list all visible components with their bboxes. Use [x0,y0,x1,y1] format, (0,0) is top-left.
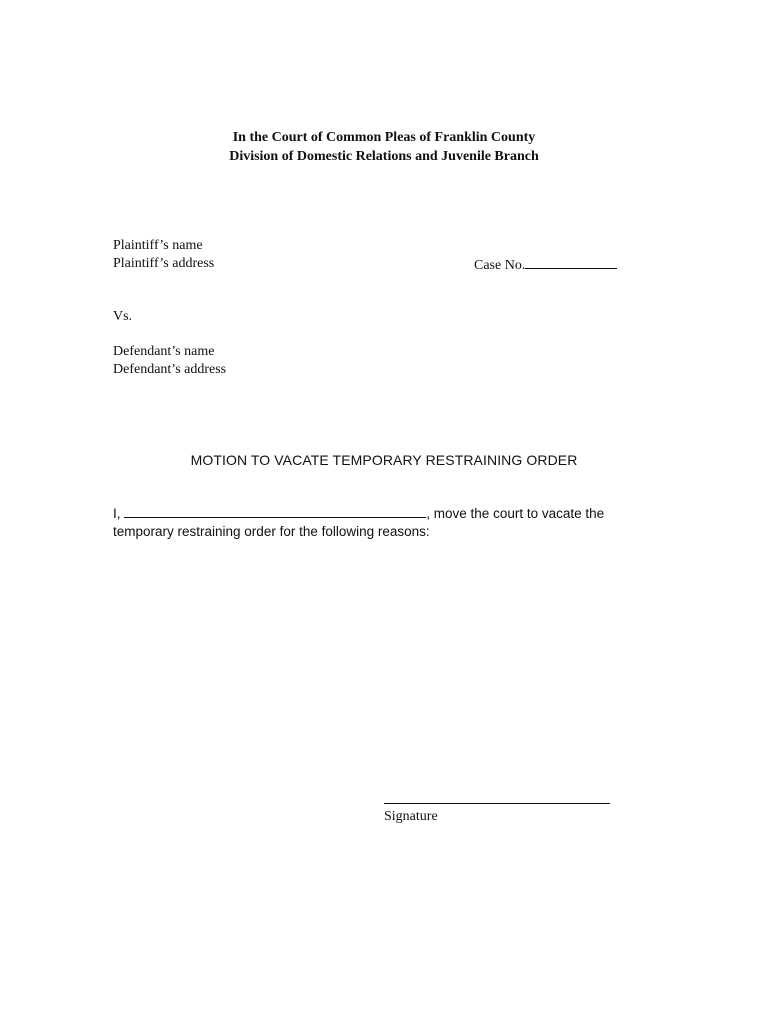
defendant-address: Defendant’s address [113,362,227,377]
case-number-label: Case No. [474,258,526,273]
defendant-name: Defendant’s name [113,344,215,359]
plaintiff-name: Plaintiff’s name [113,238,203,253]
motion-intro-line-1 [113,504,604,523]
case-number-blank[interactable] [525,255,617,269]
motion-title: MOTION TO VACATE TEMPORARY RESTRAINING ORDER [190,452,578,468]
court-title: In the Court of Common Pleas of Franklin County [232,130,536,145]
intro-prefix: I, [113,506,121,521]
signature-line[interactable] [384,803,610,804]
signature-label: Signature [384,809,438,824]
intro-suffix: , move the court to vacate the [426,506,605,521]
motion-intro-line-2: temporary restraining order for the following reasons: [113,524,430,539]
division-title: Division of Domestic Relations and Juvenile Branch [229,149,539,164]
versus-label: Vs. [113,309,133,324]
name-blank[interactable] [124,504,426,518]
case-number-field [474,255,617,275]
plaintiff-address: Plaintiff’s address [113,256,215,271]
